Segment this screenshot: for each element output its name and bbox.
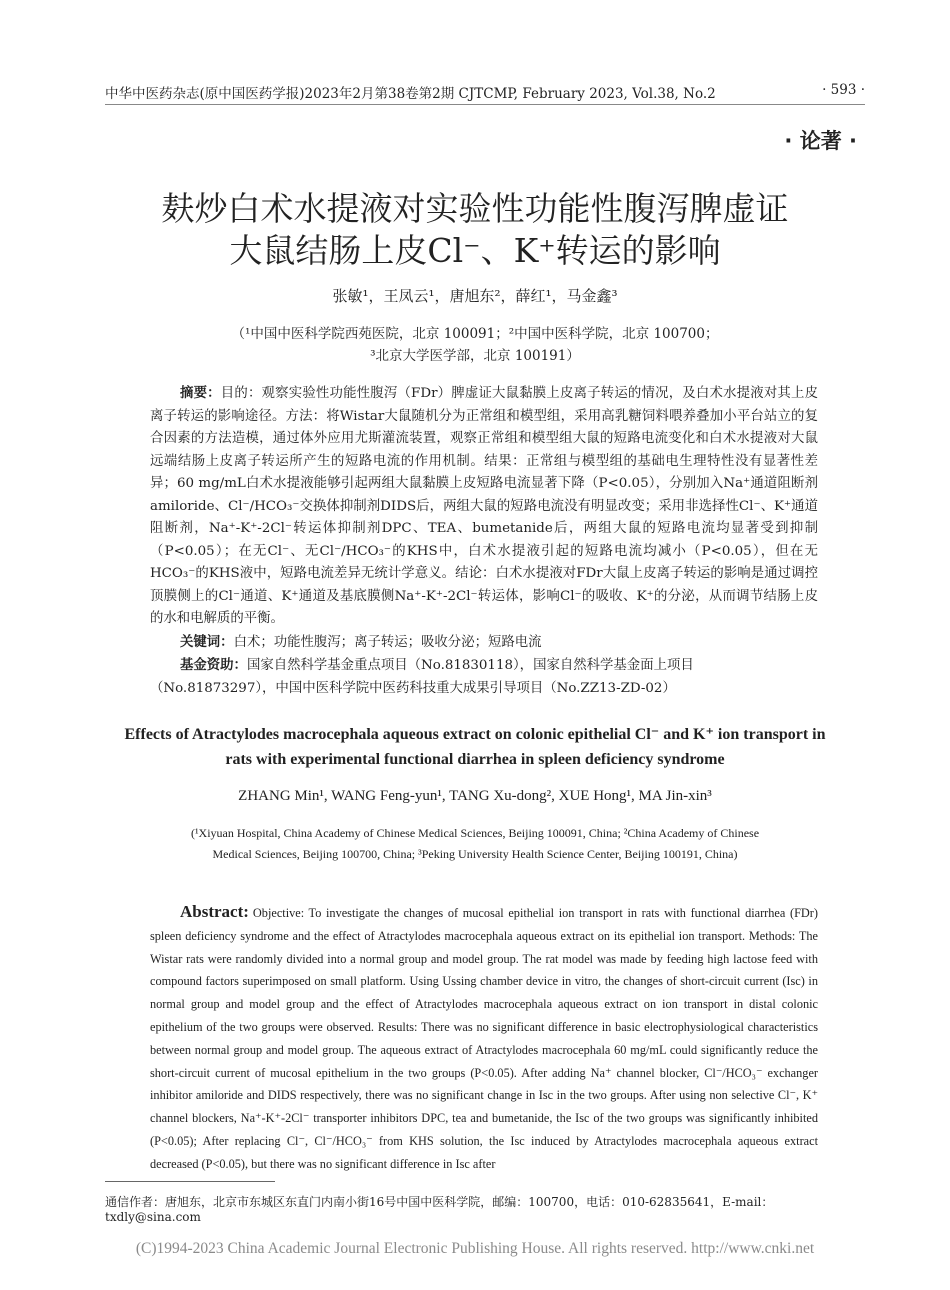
funding-text: 国家自然科学基金重点项目（No.81830118），国家自然科学基金面上项目（No.81873297），中国中医科学院中医药科技重大成果引导项目（No.ZZ13-ZD-02）	[150, 658, 694, 696]
authors-english: ZHANG Min¹, WANG Feng-yun¹, TANG Xu-dong², XUE Hong¹, MA Jin-xin³	[238, 788, 712, 804]
abstract-chinese	[150, 383, 818, 631]
section-tag: · 论著 ·	[784, 129, 857, 153]
abstract-english-text: Objective: To investigate the changes of mucosal epithelial ion transport in rats with functional diarrhea (FDr) spleen deficiency syndrome and the effect of Atractylodes macrocephala aqueous extract on its epithelial ion transport. Methods: The Wistar rats were randomly divided into a normal group and model group. The rat model was made by feeding high lactose feed with compound factors superimposed on small platform. Using Ussing chamber device in vitro, the changes of short-circuit current (Isc) in normal group and model group and the effect of Atractylodes macrocephala aqueous extract on ion transport in distal colonic epithelium of the two groups were observed. Results: There was no significant difference in basic electrophysiological characteristics between normal group and model group. The aqueous extract of Atractylodes macrocephala 60 mg/mL could significantly reduce the short-circuit current of mucosal epithelium in the two groups (P<0.05). After adding Na⁺ channel blocker, Cl⁻/HCO₃⁻ exchanger inhibitor amiloride and DIDS respectively, there was no significant change in Isc in the two groups. After using non selective Cl⁻, K⁺ channel blockers, Na⁺-K⁺-2Cl⁻ transporter inhibitors DPC, tea and bumetanide, the Isc of the two groups was significantly inhibited (P<0.05); After replacing Cl⁻, Cl⁻/HCO₃⁻ from KHS solution, the Isc induced by Atractylodes macrocephala aqueous extract decreased (P<0.05), but there was no significant difference in Isc after	[150, 906, 818, 1171]
running-header	[105, 78, 865, 105]
affiliation-line2: ³北京大学医学部，北京 100191）	[370, 348, 580, 364]
title-chinese-line1: 麸炒白术水提液对实验性功能性腹泻脾虚证	[161, 189, 789, 228]
page-number: · 593 ·	[822, 82, 865, 98]
corresponding-author-footnote: 通信作者：唐旭东，北京市东城区东直门内南小街16号中国中医科学院，邮编：100700，电话：010-62835641，E-mail：txdly@sina.com	[105, 1195, 774, 1224]
funding-chinese	[150, 655, 818, 700]
keywords-text: 白术；功能性腹泻；离子转运；吸收分泌；短路电流	[233, 635, 542, 650]
journal-citation: 中华中医药杂志(原中国医药学报)2023年2月第38卷第2期 CJTCMP, February 2023, Vol.38, No.2	[105, 86, 716, 102]
affiliations-english: (¹Xiyuan Hospital, China Academy of Chinese Medical Sciences, Beijing 100091, China; ²China Academy of Chinese Medical Sciences, Beijing 100700, China; ³Peking University Health Science Center, Beijing 100191, China)	[190, 826, 760, 861]
title-english: Effects of Atractylodes macrocephala aqueous extract on colonic epithelial Cl⁻ and K⁺ ion transport in rats with experimental functional diarrhea in spleen deficiency syndrome	[124, 726, 826, 768]
affiliations-chinese	[0, 323, 950, 367]
copyright-notice: (C)1994-2023 China Academic Journal Electronic Publishing House. All rights reserved. http://www.cnki.net	[135, 1240, 815, 1257]
title-chinese	[0, 188, 950, 272]
abstract-chinese-label: 摘要：	[180, 386, 221, 401]
abstract-english-label: Abstract:	[180, 902, 249, 921]
keywords-label: 关键词：	[180, 635, 234, 650]
footnote-divider	[105, 1181, 275, 1182]
authors-chinese: 张敏¹，王凤云¹，唐旭东²，薛红¹，马金鑫³	[332, 287, 618, 305]
abstract-english	[150, 901, 818, 1176]
title-chinese-line2: 大鼠结肠上皮Cl⁻、K⁺转运的影响	[229, 231, 721, 270]
funding-label: 基金资助：	[180, 658, 247, 673]
affiliation-line1: （¹中国中医科学院西苑医院，北京 100091；²中国中医科学院，北京 100700；	[231, 326, 719, 342]
keywords-chinese	[180, 631, 818, 650]
abstract-chinese-text: 目的：观察实验性功能性腹泻（FDr）脾虚证大鼠黏膜上皮离子转运的情况，及白术水提液对其上皮离子转运的影响途径。方法：将Wistar大鼠随机分为正常组和模型组，采用高乳糖饲料喂养叠加小平台站立的复合因素的方法造模，通过体外应用尤斯灌流装置，观察正常组和模型组大鼠的短路电流变化和白术水提液对大鼠远端结肠上皮离子转运所产生的短路电流的作用机制。结果：正常组与模型组的基础电生理特性没有显著性差异；60 mg/mL白术水提液能够引起两组大鼠黏膜上皮短路电流显著下降（P<0.05），分别加入Na⁺通道阻断剂amiloride、Cl⁻/HCO₃⁻交换体抑制剂DIDS后，两组大鼠的短路电流没有明显改变；采用非选择性Cl⁻、K⁺通道阻断剂，Na⁺-K⁺-2Cl⁻转运体抑制剂DPC、TEA、bumetanide后，两组大鼠的短路电流均显著受到抑制（P<0.05）；在无Cl⁻、无Cl⁻/HCO₃⁻的KHS中，白术水提液引起的短路电流均减小（P<0.05），但在无HCO₃⁻的KHS液中，短路电流差异无统计学意义。结论：白术水提液对FDr大鼠上皮离子转运的影响是通过调控顶膜侧上的Cl⁻通道、K⁺通道及基底膜侧Na⁺-K⁺-2Cl⁻转运体，影响Cl⁻的吸收、K⁺的分泌，从而调节结肠上皮的水和电解质的平衡。	[150, 386, 818, 626]
